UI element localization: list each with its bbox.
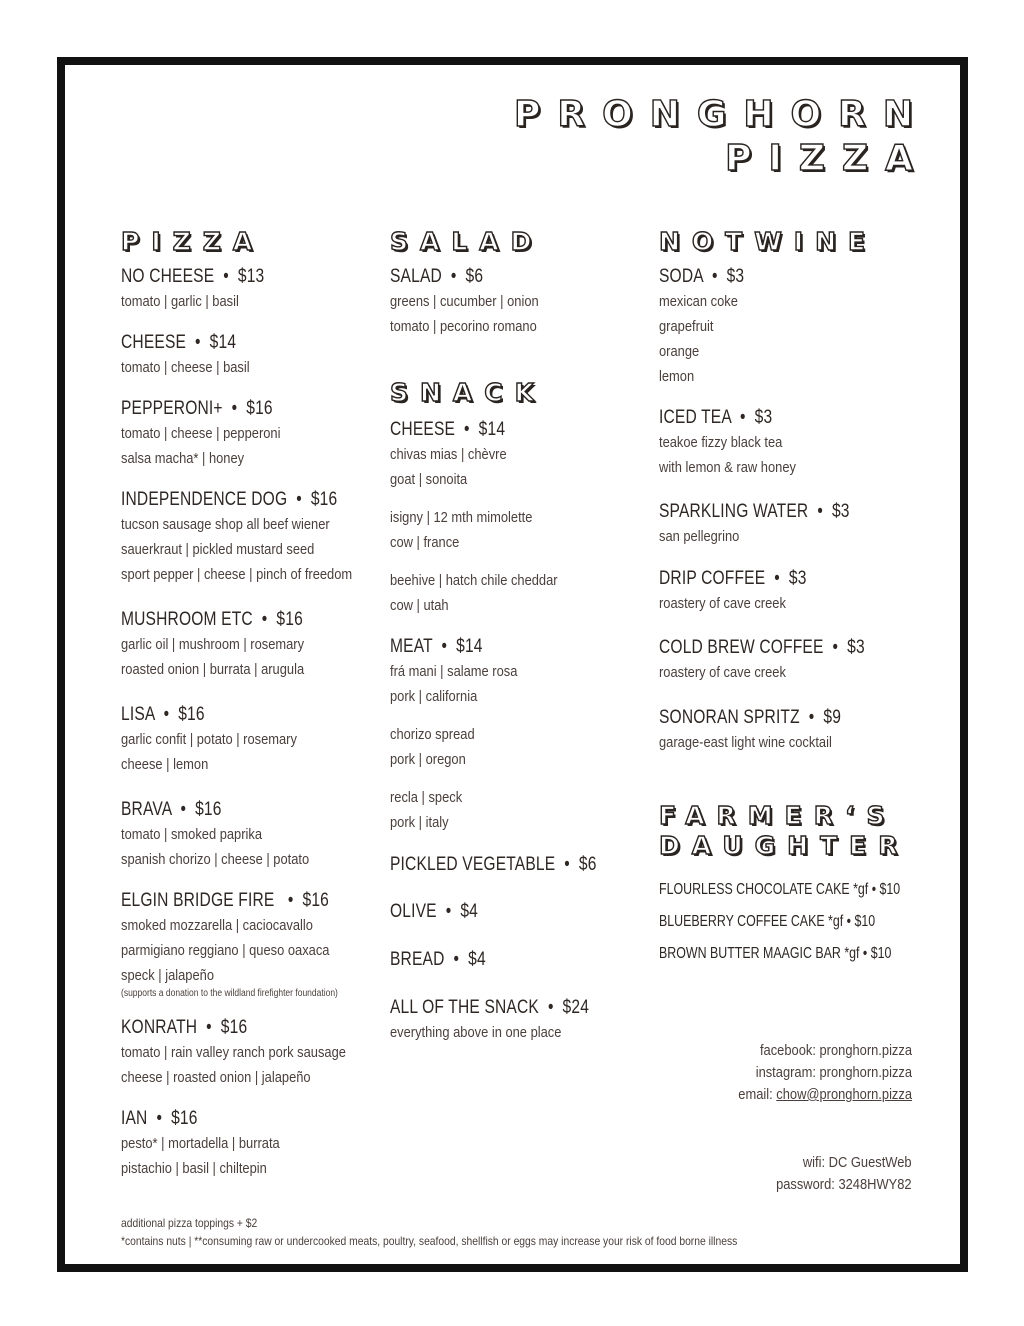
cheese-origin: goat | sonoita	[390, 471, 468, 488]
item-desc: garage-east light wine cocktail	[659, 734, 832, 751]
menu-item	[390, 900, 497, 924]
item-desc: parmigiano reggiano | queso oaxaca	[121, 942, 330, 959]
meat-origin: pork | oregon	[390, 751, 466, 768]
item-desc: garlic confit | potato | rosemary	[121, 731, 297, 748]
menu-item	[121, 1016, 383, 1090]
item-desc: tucson sausage shop all beef wiener	[121, 516, 330, 533]
item-title: INDEPENDENCE DOG • $16	[121, 489, 338, 510]
item-title: IAN • $16	[121, 1108, 198, 1129]
donation-note: (supports a donation to the wildland firefighter foundation)	[121, 988, 338, 999]
section-title-snack: SNACK	[390, 378, 546, 407]
item-title: MUSHROOM ETC • $16	[121, 609, 303, 630]
meat-origin: pork | italy	[390, 814, 449, 831]
snack-cheese	[390, 418, 585, 618]
item-desc: roastery of cave creek	[659, 595, 786, 612]
item-title: CHEESE • $14	[121, 332, 237, 353]
section-title-salad: SALAD	[390, 227, 544, 256]
item-desc: greens | cucumber | onion	[390, 293, 539, 310]
menu-item	[121, 488, 390, 587]
menu-item	[659, 706, 881, 755]
item-title: PEPPERONI+ • $16	[121, 398, 273, 419]
item-desc: tomato | cheese | pepperoni	[121, 425, 281, 442]
item-desc: san pellegrino	[659, 528, 740, 545]
email-link[interactable]: chow@pronghorn.pizza	[776, 1086, 912, 1103]
meat-option: frá mani | salame rosa	[390, 663, 518, 680]
email-line: email: chow@pronghorn.pizza	[738, 1086, 912, 1103]
brand-line-2: PIZZA	[725, 138, 930, 179]
section-title-notwine: NOTWINE	[659, 227, 878, 256]
menu-item	[121, 889, 376, 1000]
item-title: SPARKLING WATER • $3	[659, 501, 850, 522]
item-title: ELGIN BRIDGE FIRE • $16	[121, 890, 330, 911]
menu-item	[390, 948, 507, 972]
item-title: SALAD • $6	[390, 266, 484, 287]
brand-title	[514, 93, 930, 181]
meat-option: recla | speck	[390, 789, 463, 806]
item-desc: tomato | pecorino romano	[390, 318, 537, 335]
dessert-item: BLUEBERRY COFFEE CAKE *gf • $10	[659, 913, 876, 930]
item-desc: tomato | smoked paprika	[121, 826, 263, 843]
item-title: KONRATH • $16	[121, 1017, 248, 1038]
menu-item	[121, 265, 296, 314]
item-desc: lemon	[659, 368, 695, 385]
menu-item	[121, 1107, 306, 1181]
wifi-block	[754, 1152, 912, 1196]
item-desc: tomato | cheese | basil	[121, 359, 250, 376]
item-desc: roastery of cave creek	[659, 664, 786, 681]
cheese-option: isigny | 12 mth mimolette	[390, 509, 533, 526]
item-desc: pesto* | mortadella | burrata	[121, 1135, 280, 1152]
footer	[121, 1214, 838, 1250]
cheese-option: beehive | hatch chile cheddar	[390, 572, 558, 589]
menu-item	[659, 406, 818, 480]
brand-line-1: PRONGHORN	[514, 94, 930, 135]
contact-block	[710, 1040, 912, 1106]
dessert-list	[659, 880, 960, 964]
item-title: DRIP COFFEE • $3	[659, 568, 807, 589]
dessert-item: BROWN BUTTER MAAGIC BAR *gf • $10	[659, 945, 892, 962]
meat-option: chorizo spread	[390, 726, 475, 743]
menu-item	[390, 265, 563, 339]
snack-meat	[390, 635, 538, 835]
item-desc: tomato | rain valley ranch pork sausage	[121, 1044, 346, 1061]
instagram-handle: instagram: pronghorn.pizza	[755, 1064, 912, 1081]
item-title: SONORAN SPRITZ • $9	[659, 707, 842, 728]
menu-item	[659, 500, 891, 549]
wifi-network: wifi: DC GuestWeb	[803, 1154, 912, 1171]
meat-origin: pork | california	[390, 688, 478, 705]
facebook-handle: facebook: pronghorn.pizza	[759, 1042, 912, 1059]
item-title: SODA • $3	[659, 266, 745, 287]
cheese-origin: cow | france	[390, 534, 460, 551]
menu-item	[121, 798, 340, 872]
item-title: ICED TEA • $3	[659, 407, 773, 428]
item-desc: cheese | lemon	[121, 756, 209, 773]
item-title: BREAD • $4	[390, 949, 486, 970]
item-desc: speck | jalapeño	[121, 967, 215, 984]
item-desc: sport pepper | cheese | pinch of freedom	[121, 566, 353, 583]
wifi-password: password: 3248HWY82	[776, 1176, 912, 1193]
item-desc: garlic oil | mushroom | rosemary	[121, 636, 305, 653]
menu-item	[659, 265, 763, 389]
menu-frame	[57, 57, 968, 1272]
menu-item	[121, 397, 306, 471]
item-desc: grapefruit	[659, 318, 714, 335]
menu-item	[121, 331, 271, 380]
menu-item	[659, 636, 910, 685]
item-desc: with lemon & raw honey	[659, 459, 796, 476]
item-title: COLD BREW COFFEE • $3	[659, 637, 865, 658]
item-desc: cheese | roasted onion | jalapeño	[121, 1069, 311, 1086]
toppings-note: additional pizza toppings + $2	[121, 1216, 258, 1230]
menu-item	[121, 703, 326, 777]
item-desc: orange	[659, 343, 700, 360]
item-desc: tomato | garlic | basil	[121, 293, 239, 310]
item-title: LISA • $16	[121, 704, 205, 725]
menu-item	[121, 608, 343, 682]
menu-item	[390, 853, 642, 877]
item-desc: smoked mozzarella | caciocavallo	[121, 917, 313, 934]
item-title: BRAVA • $16	[121, 799, 222, 820]
item-desc: everything above in one place	[390, 1024, 562, 1041]
menu-item	[390, 996, 633, 1045]
item-title: NO CHEESE • $13	[121, 266, 265, 287]
cheese-origin: cow | utah	[390, 597, 449, 614]
cheese-option: chivas mias | chèvre	[390, 446, 507, 463]
item-desc: sauerkraut | pickled mustard seed	[121, 541, 315, 558]
item-title: MEAT • $14	[390, 636, 483, 657]
item-desc: roasted onion | burrata | arugula	[121, 661, 305, 678]
section-title-pizza: PIZZA	[121, 227, 265, 256]
dessert-item: FLOURLESS CHOCOLATE CAKE *gf • $10	[659, 881, 901, 898]
section-title-farmers-daughter: FARMER‘S DAUGHTER	[659, 801, 910, 860]
item-title: OLIVE • $4	[390, 901, 479, 922]
item-desc: spanish chorizo | cheese | potato	[121, 851, 310, 868]
item-title: PICKLED VEGETABLE • $6	[390, 854, 597, 875]
item-desc: teakoe fizzy black tea	[659, 434, 783, 451]
item-title: CHEESE • $14	[390, 419, 506, 440]
item-title: ALL OF THE SNACK • $24	[390, 997, 590, 1018]
item-desc: salsa macha* | honey	[121, 450, 245, 467]
menu-item	[659, 567, 839, 616]
health-disclaimer: *contains nuts | **consuming raw or undercooked meats, poultry, seafood, shellfish or eggs may increase your risk of food borne illness	[121, 1234, 738, 1248]
item-desc: pistachio | basil | chiltepin	[121, 1160, 267, 1177]
item-desc: mexican coke	[659, 293, 738, 310]
